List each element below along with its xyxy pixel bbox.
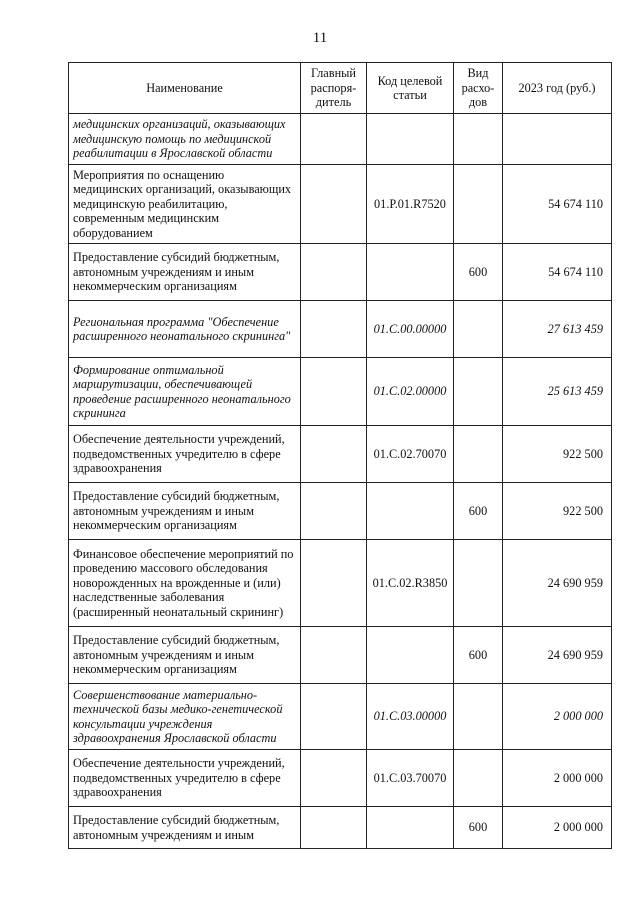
cell-amount: 24 690 959 [503, 540, 612, 627]
cell-type: 600 [454, 627, 503, 684]
cell-name: Финансовое обеспечение мероприятий по проведению массового обследования новорожденных на врожденные и (или) наследственные заболевания (расширенный неонатальный скрининг) [69, 540, 301, 627]
table-row [69, 358, 612, 426]
cell-type [454, 684, 503, 750]
table-row [69, 301, 612, 358]
table-row [69, 627, 612, 684]
cell-manager [301, 426, 367, 483]
cell-amount: 27 613 459 [503, 301, 612, 358]
cell-name: медицинских организаций, оказывающих медицинскую помощь по медицинской реабилитации в Ярославской области [69, 114, 301, 165]
table-row [69, 426, 612, 483]
table-header-row [69, 63, 612, 114]
header-name: Наименование [69, 63, 301, 114]
cell-amount [503, 114, 612, 165]
cell-type: 600 [454, 483, 503, 540]
cell-manager [301, 301, 367, 358]
cell-manager [301, 358, 367, 426]
cell-code: 01.С.03.70070 [367, 750, 454, 807]
cell-manager [301, 750, 367, 807]
table-row [69, 164, 612, 244]
header-amount: 2023 год (руб.) [503, 63, 612, 114]
cell-code: 01.С.03.00000 [367, 684, 454, 750]
table-row [69, 750, 612, 807]
cell-type [454, 750, 503, 807]
cell-type [454, 426, 503, 483]
cell-code: 01.С.02.70070 [367, 426, 454, 483]
table-row [69, 540, 612, 627]
cell-amount: 24 690 959 [503, 627, 612, 684]
cell-amount: 2 000 000 [503, 684, 612, 750]
cell-code: 01.С.00.00000 [367, 301, 454, 358]
cell-name: Совершенствование материально-технической базы медико-генетической консультации учреждения здравоохранения Ярославской области [69, 684, 301, 750]
table-row [69, 483, 612, 540]
cell-code [367, 627, 454, 684]
cell-amount: 922 500 [503, 426, 612, 483]
table-row [69, 807, 612, 849]
cell-name: Предоставление субсидий бюджетным, автономным учреждениям и иным [69, 807, 301, 849]
cell-type [454, 164, 503, 244]
cell-amount: 2 000 000 [503, 807, 612, 849]
cell-name: Предоставление субсидий бюджетным, автономным учреждениям и иным некоммерческим организациям [69, 483, 301, 540]
cell-amount: 25 613 459 [503, 358, 612, 426]
cell-type [454, 114, 503, 165]
cell-name: Региональная программа "Обеспечение расширенного неонатального скрининга" [69, 301, 301, 358]
cell-type [454, 301, 503, 358]
cell-name: Предоставление субсидий бюджетным, автономным учреждениям и иным некоммерческим организациям [69, 627, 301, 684]
header-manager: Главный распоря-дитель [301, 63, 367, 114]
cell-type [454, 358, 503, 426]
budget-table [68, 62, 612, 849]
table-row [69, 114, 612, 165]
cell-code: 01.Р.01.R7520 [367, 164, 454, 244]
cell-manager [301, 627, 367, 684]
cell-name: Обеспечение деятельности учреждений, подведомственных учредителю в сфере здравоохранения [69, 426, 301, 483]
cell-manager [301, 483, 367, 540]
header-code: Код целевой статьи [367, 63, 454, 114]
cell-manager [301, 540, 367, 627]
cell-code [367, 114, 454, 165]
cell-code: 01.С.02.R3850 [367, 540, 454, 627]
cell-name: Формирование оптимальной маршрутизации, обеспечивающей проведение расширенного неонатального скрининга [69, 358, 301, 426]
cell-amount: 54 674 110 [503, 164, 612, 244]
cell-manager [301, 684, 367, 750]
cell-amount: 2 000 000 [503, 750, 612, 807]
cell-manager [301, 114, 367, 165]
cell-manager [301, 244, 367, 301]
page-number: 11 [312, 30, 328, 46]
cell-manager [301, 807, 367, 849]
table-body [69, 114, 612, 849]
cell-type: 600 [454, 244, 503, 301]
cell-type [454, 540, 503, 627]
cell-code [367, 807, 454, 849]
cell-manager [301, 164, 367, 244]
cell-name: Предоставление субсидий бюджетным, автономным учреждениям и иным некоммерческим организациям [69, 244, 301, 301]
cell-type: 600 [454, 807, 503, 849]
cell-name: Мероприятия по оснащению медицинских организаций, оказывающих медицинскую реабилитацию, современным медицинским оборудованием [69, 164, 301, 244]
cell-amount: 54 674 110 [503, 244, 612, 301]
cell-code [367, 483, 454, 540]
table-row [69, 684, 612, 750]
cell-code: 01.С.02.00000 [367, 358, 454, 426]
cell-code [367, 244, 454, 301]
cell-amount: 922 500 [503, 483, 612, 540]
cell-name: Обеспечение деятельности учреждений, подведомственных учредителю в сфере здравоохранения [69, 750, 301, 807]
table-row [69, 244, 612, 301]
header-type: Вид расхо-дов [454, 63, 503, 114]
